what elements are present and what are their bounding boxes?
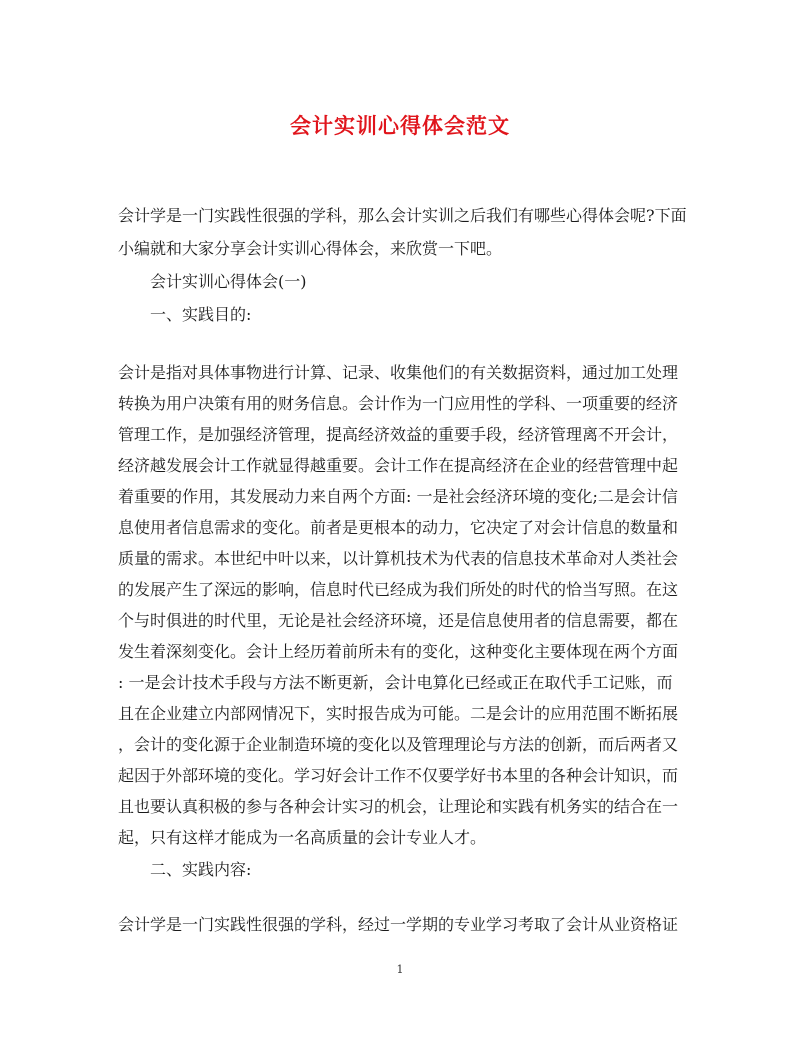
paragraph-line: 转换为用户决策有用的财务信息。会计作为一门应用性的学科、一项重要的经济 bbox=[118, 394, 679, 413]
paragraph-line: 经济越发展会计工作就显得越重要。会计工作在提高经济在企业的经营管理中起 bbox=[118, 456, 679, 475]
paragraph-line: 管理工作，是加强经济管理，提高经济效益的重要手段，经济管理离不开会计， bbox=[118, 425, 679, 444]
section-heading: 会计实训心得体会(一) bbox=[150, 272, 307, 291]
paragraph-line: 个与时俱进的时代里，无论是社会经济环境，还是信息使用者的信息需要，都在 bbox=[118, 611, 679, 630]
intro-line: 会计学是一门实践性很强的学科，那么会计实训之后我们有哪些心得体会呢?下面 bbox=[118, 206, 687, 225]
part1-heading: 一、实践目的: bbox=[150, 305, 252, 324]
paragraph-line: 质量的需求。本世纪中叶以来，以计算机技术为代表的信息技术革命对人类社会 bbox=[118, 549, 679, 568]
page-number: 1 bbox=[396, 963, 404, 976]
intro-line: 小编就和大家分享会计实训心得体会，来欣赏一下吧。 bbox=[118, 239, 503, 258]
paragraph-line: 的发展产生了深远的影响，信息时代已经成为我们所处的时代的恰当写照。在这 bbox=[118, 580, 679, 599]
paragraph-line: 且在企业建立内部网情况下，实时报告成为可能。二是会计的应用范围不断拓展 bbox=[118, 704, 679, 723]
paragraph-line: 息使用者信息需求的变化。前者是更根本的动力，它决定了对会计信息的数量和 bbox=[118, 518, 679, 537]
document-title: 会计实训心得体会范文 bbox=[290, 113, 510, 138]
paragraph-line: : 一是会计技术手段与方法不断更新，会计电算化已经或正在取代手工记账，而 bbox=[118, 673, 673, 692]
paragraph-line: ，会计的变化源于企业制造环境的变化以及管理理论与方法的创新，而后两者又 bbox=[118, 735, 679, 754]
paragraph-line: 且也要认真积极的参与各种会计实习的机会，让理论和实践有机务实的结合在一 bbox=[118, 797, 679, 816]
part2-heading: 二、实践内容: bbox=[150, 860, 252, 879]
paragraph-line: 会计是指对具体事物进行计算、记录、收集他们的有关数据资料，通过加工处理 bbox=[118, 363, 679, 382]
paragraph-line: 起，只有这样才能成为一名高质量的会计专业人才。 bbox=[118, 828, 487, 847]
paragraph-line: 会计学是一门实践性很强的学科，经过一学期的专业学习考取了会计从业资格证 bbox=[118, 915, 679, 934]
paragraph-line: 发生着深刻变化。会计上经历着前所未有的变化，这种变化主要体现在两个方面 bbox=[118, 642, 679, 661]
paragraph-line: 起因于外部环境的变化。学习好会计工作不仅要学好书本里的各种会计知识，而 bbox=[118, 766, 679, 785]
paragraph-line: 着重要的作用，其发展动力来自两个方面: 一是社会经济环境的变化;二是会计信 bbox=[118, 487, 678, 506]
